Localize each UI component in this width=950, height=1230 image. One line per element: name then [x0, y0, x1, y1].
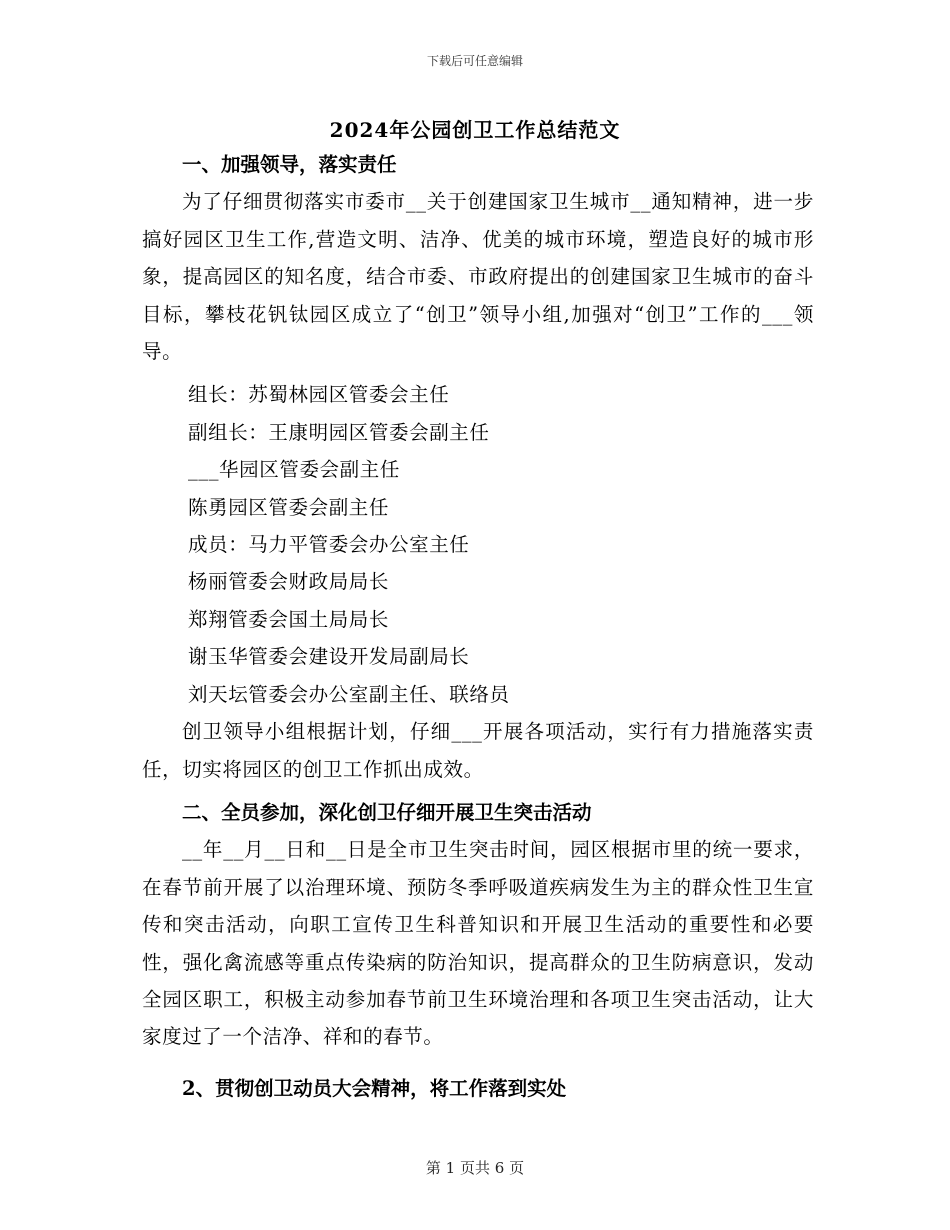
member-line-6: 杨丽管委会财政局局长 — [188, 570, 390, 594]
section2-heading: 二、全员参加，深化创卫仔细开展卫生突击活动 — [182, 800, 592, 824]
member-line-9: 刘天坛管委会办公室副主任、联络员 — [188, 682, 510, 706]
section2-body-paragraph: __年__月__日和__日是全市卫生突击时间，园区根据市里的统一要求，在春节前开展了以治理环境、预防冬季呼吸道疾病发生为主的群众性卫生宣传和突击活动，向职工宣传卫生科普知识和开展卫生活动的重要性和必要性，强化禽流感等重点传染病的防治知识，提高群众的卫生防病意识，发动全园区职工，积极主动参加春节前卫生环境治理和各项卫生突击活动，让大家度过了一个洁净、祥和的春节。 — [142, 838, 814, 1049]
member-line-3: ___华园区管委会副主任 — [188, 458, 400, 482]
member-line-8: 谢玉华管委会建设开发局副局长 — [188, 645, 470, 669]
header-note: 下载后可任意编辑 — [426, 54, 523, 68]
member-line-5: 成员：马力平管委会办公室主任 — [188, 533, 470, 557]
section1-intro-paragraph: 为了仔细贯彻落实市委市__关于创建国家卫生城市__通知精神，进一步搞好园区卫生工作,营造文明、洁净、优美的城市环境，塑造良好的城市形象，提高园区的知名度，结合市委、市政府提出的创建国家卫生城市的奋斗目标，攀枝花钒钛园区成立了“创卫”领导小组,加强对“创卫”工作的___领导。 — [142, 190, 814, 364]
member-line-4: 陈勇园区管委会副主任 — [188, 495, 390, 519]
member-line-7: 郑翔管委会国土局局长 — [188, 607, 390, 631]
document-title: 2024年公园创卫工作总结范文 — [329, 118, 621, 142]
section3-heading: 2、贯彻创卫动员大会精神，将工作落到实处 — [182, 1076, 567, 1100]
member-line-2: 副组长：王康明园区管委会副主任 — [188, 420, 490, 444]
document-body — [142, 146, 814, 1107]
page-number-footer: 第 1 页共 6 页 — [425, 1159, 525, 1177]
member-line-1: 组长：苏蜀林园区管委会主任 — [188, 383, 450, 407]
section1-closing-paragraph: 创卫领导小组根据计划，仔细___开展各项活动，实行有力措施落实责任，切实将园区的创卫工作抓出成效。 — [142, 720, 814, 781]
section1-heading: 一、加强领导，落实责任 — [182, 153, 397, 176]
